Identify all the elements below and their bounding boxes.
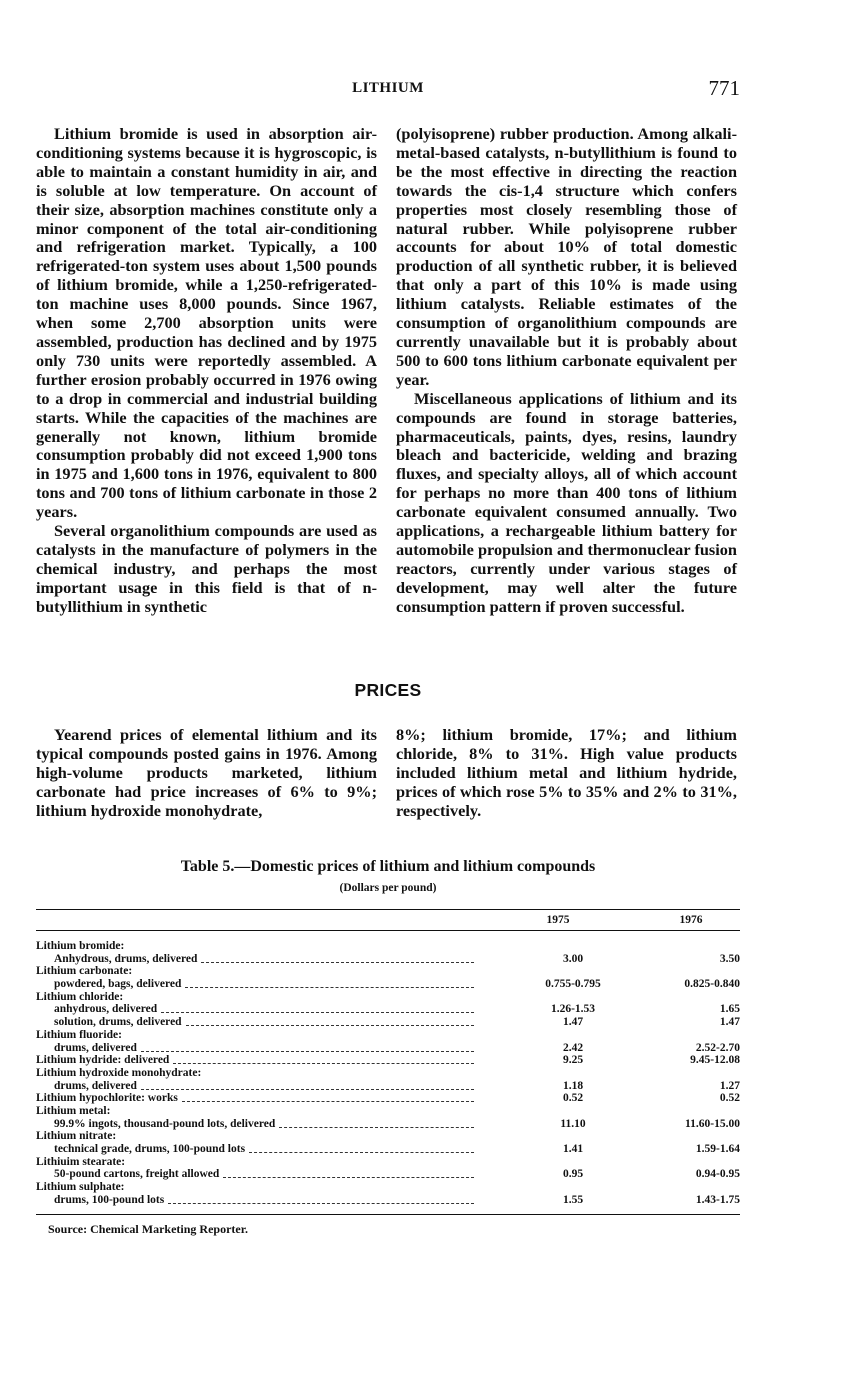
dot-leader xyxy=(249,1143,474,1153)
dot-leader xyxy=(141,1042,474,1052)
cell-1975: 0.95 xyxy=(562,1168,584,1181)
table-row xyxy=(36,1156,740,1169)
paragraph-prices-right: 8%; lithium bromide, 17%; and lithium chloride, 8% to 31%. High value products included lithium metal and lithium hydride, prices of which rose 5% to 35% and 2% to 31%, respectively. xyxy=(396,725,737,820)
section-heading-prices: PRICES xyxy=(354,680,422,700)
prices-left-column xyxy=(36,726,377,821)
table-row-label: anhydrous, delivered xyxy=(54,1003,158,1016)
table-row xyxy=(36,1130,740,1143)
paragraph-miscellaneous: Miscellaneous applications of lithium and its compounds are found in storage batteries, pharmaceuticals, paints, dyes, resins, laundry bleach and bactericide, welding and brazing fluxes, and specialty alloys, all of which account for perhaps no more than 400 tons of lithium carbonate equivalent consumed annually. Two applications, a rechargeable lithium battery for automobile propulsion and thermonuclear fusion reactors, currently under various stages of development, may well alter the future consumption pattern if proven successful. xyxy=(396,388,737,616)
table-row xyxy=(36,1003,740,1016)
table-row-label: powdered, bags, delivered xyxy=(54,978,182,991)
dot-leader xyxy=(279,1118,474,1128)
table-row-label: technical grade, drums, 100-pound lots xyxy=(54,1143,246,1155)
table-row-label: Lithium carbonate: xyxy=(36,965,133,978)
cell-1975: 9.25 xyxy=(562,1054,584,1067)
table-row-label: Lithium nitrate: xyxy=(36,1130,117,1143)
cell-1976: 1.59-1.64 xyxy=(695,1143,740,1155)
table-row-label: drums, 100-pound lots xyxy=(54,1193,165,1206)
table-row-label: Lithium chloride: xyxy=(36,990,124,1003)
cell-1975: 1.26-1.53 xyxy=(550,1003,596,1016)
table-row xyxy=(36,1054,740,1067)
cell-1976: 2.52-2.70 xyxy=(695,1041,740,1054)
table-row-label: 50-pound cartons, freight allowed xyxy=(54,1168,220,1181)
table-row-label: drums, delivered xyxy=(54,1041,137,1054)
cell-1975: 2.42 xyxy=(562,1041,584,1054)
table-row-label: Lithium metal: xyxy=(36,1104,111,1117)
table-row xyxy=(36,1029,740,1042)
table-row xyxy=(36,978,740,991)
table-row xyxy=(36,1143,740,1156)
table-row xyxy=(36,1016,740,1029)
cell-1976: 1.65 xyxy=(719,1003,740,1016)
table-row xyxy=(36,1181,740,1194)
dot-leader xyxy=(161,1003,474,1013)
table-units: (Dollars per pound) xyxy=(339,882,437,894)
table-body xyxy=(36,931,740,1214)
column-header-1976: 1976 xyxy=(679,914,703,926)
dot-leader xyxy=(185,978,474,988)
table-row xyxy=(36,1194,740,1207)
column-header-1975: 1975 xyxy=(546,914,570,926)
cell-1976: 11.60-15.00 xyxy=(685,1117,740,1130)
table-row xyxy=(36,1105,740,1118)
cell-1975: 1.41 xyxy=(562,1143,584,1155)
cell-1976: 9.45-12.08 xyxy=(690,1054,740,1067)
paragraph-lithium-bromide: Lithium bromide is used in absorption air-conditioning systems because it is hygroscopic, is able to maintain a constant humidity in air, and is soluble at low temperature. On account of their size, absorption machines constitute only a minor component of the total air-conditioning and refrigeration market. Typically, a 100 refrigerated-ton system uses about 1,500 pounds of lithium bromide, while a 1,250-refrigerated-ton machine uses 8,000 pounds. Since 1967, when some 2,700 absorption units were assembled, production has declined and by 1975 only 730 units were reportedly assembled. A further erosion probably occurred in 1976 owing to a drop in commercial and industrial building starts. While the capacities of the machines are generally not known, lithium bromide consumption probably did not exceed 1,900 tons in 1975 and 1,600 tons in 1976, equivalent to 800 tons and 700 tons of lithium carbonate in those 2 years. xyxy=(36,124,377,522)
table-row-label: Lithium hydride: delivered xyxy=(36,1054,170,1067)
table-row xyxy=(36,1168,740,1181)
cell-1976: 1.43-1.75 xyxy=(695,1193,740,1206)
dot-leader xyxy=(223,1168,474,1178)
table-row-label: Lithium hypochlorite: works xyxy=(36,1092,178,1105)
cell-1975: 0.52 xyxy=(562,1092,584,1105)
table-row-label: solution, drums, delivered xyxy=(54,1016,182,1029)
table-row xyxy=(36,1042,740,1055)
paragraph-organolithium: Several organolithium compounds are used as catalysts in the manufacture of polymers in the chemical industry, and perhaps the most important usage in this field is that of n-butyllithium in synthetic xyxy=(36,521,377,616)
table-row xyxy=(36,940,740,953)
table-row-label: 99.9% ingots, thousand-pound lots, delivered xyxy=(54,1117,276,1130)
paragraph-polyisoprene-continued: (polyisoprene) rubber production. Among alkali- metal-based catalysts, n-butyllithium is found to be the most effective in directing the reaction towards the cis-1,4 structure which confers properties most closely resembling those of natural rubber. While polyisoprene rubber accounts for about 10% of total domestic production of all synthetic rubber, it is believed that only a part of this 10% is made using lithium catalysts. Reliable estimates of the consumption of organolithium compounds are currently unavailable but it is probably about 500 to 600 tons lithium carbonate equivalent per year. xyxy=(396,124,737,389)
table-row xyxy=(36,991,740,1004)
right-column xyxy=(396,125,737,617)
table-source-note: Source: Chemical Marketing Reporter. xyxy=(48,1222,248,1236)
cell-1976: 1.47 xyxy=(719,1016,740,1029)
table-row-label: Lithium hydroxide monohydrate: xyxy=(36,1066,202,1079)
dot-leader xyxy=(168,1194,474,1204)
table-header-row xyxy=(36,910,740,930)
cell-1975: 1.47 xyxy=(562,1016,584,1029)
page-number: 771 xyxy=(708,76,740,100)
table-rule-bottom xyxy=(36,1214,740,1215)
table-row-label: Lithium fluoride: xyxy=(36,1028,122,1041)
dot-leader xyxy=(173,1054,474,1064)
table-row xyxy=(36,965,740,978)
cell-1975: 0.755-0.795 xyxy=(545,978,601,991)
table-row-label: Lithiuim stearate: xyxy=(36,1155,126,1168)
table-row xyxy=(36,1067,740,1080)
table-title: Table 5.—Domestic prices of lithium and lithium compounds xyxy=(180,858,596,875)
cell-1976: 0.825-0.840 xyxy=(684,978,740,991)
table-row xyxy=(36,1118,740,1131)
dot-leader xyxy=(182,1092,474,1102)
dot-leader xyxy=(141,1080,474,1090)
cell-1975: 1.18 xyxy=(562,1079,584,1092)
table-row-label: Lithium sulphate: xyxy=(36,1181,125,1194)
cell-1975: 11.10 xyxy=(560,1117,586,1130)
dot-leader xyxy=(201,953,474,963)
paragraph-prices-left: Yearend prices of elemental lithium and its typical compounds posted gains in 1976. Among high-volume products marketed, lithium carbonate had price increases of 6% to 9%; lithium hydroxide monohydrate, xyxy=(36,725,377,820)
price-table xyxy=(36,909,740,1215)
dot-leader xyxy=(186,1016,474,1026)
cell-1976: 0.94-0.95 xyxy=(695,1168,740,1181)
cell-1976: 3.50 xyxy=(719,952,740,965)
table-row-label: Lithium bromide: xyxy=(36,940,125,952)
cell-1976: 0.52 xyxy=(719,1092,740,1105)
table-row xyxy=(36,1080,740,1093)
cell-1975: 1.55 xyxy=(562,1193,584,1206)
page-header xyxy=(36,76,740,102)
running-title: LITHIUM xyxy=(352,80,424,96)
table-row-label: Anhydrous, drums, delivered xyxy=(54,952,198,965)
table-row xyxy=(36,1092,740,1105)
left-column xyxy=(36,125,377,617)
table-row xyxy=(36,953,740,966)
table-row-label: drums, delivered xyxy=(54,1079,137,1092)
cell-1975: 3.00 xyxy=(562,952,584,965)
prices-right-column xyxy=(396,726,737,821)
cell-1976: 1.27 xyxy=(719,1079,740,1092)
